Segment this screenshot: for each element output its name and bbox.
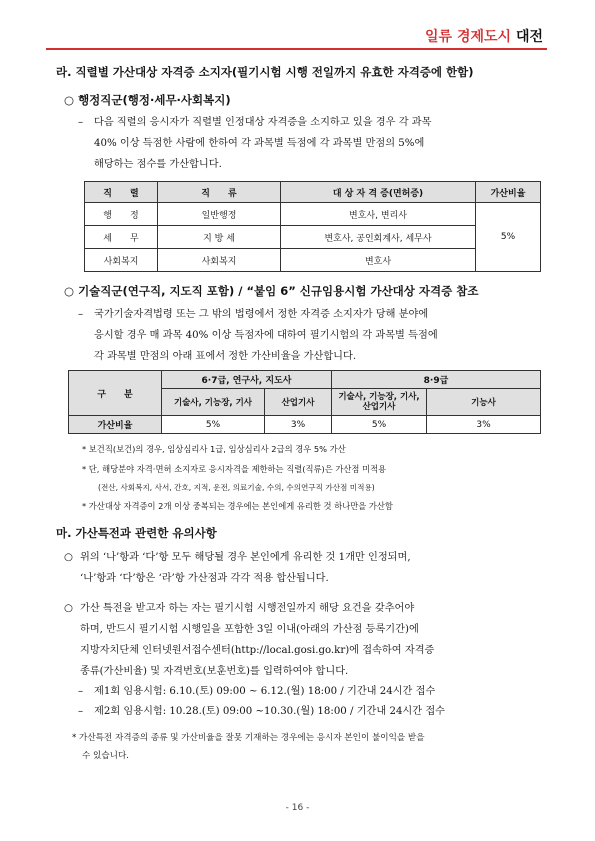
final-note [72,729,425,765]
tech-subheading [64,283,478,299]
ma-item-1-line-2: ‘나’항과 ‘다’항은 ‘라’항 가산점과 각각 적용 합산됩니다. [80,573,329,584]
table-header-cell: 기술사, 기능장, 기사 [162,389,265,416]
table-row [85,203,541,226]
table-header-cell: 구 분 [69,371,162,416]
table-cell: 행 정 [85,203,158,226]
table-cell: 변호사, 변리사 [281,203,476,226]
table-cell: 사회복지 [85,249,158,272]
table-header-cell: 직 렬 [85,182,158,203]
table-cell-rate: 5% [476,203,541,272]
tech-note-1: * 보건직(보건)의 경우, 임상심리사 1급, 임상심리사 2급의 경우 5% 가산 [82,444,346,454]
table-row [85,249,541,272]
page-number: - 16 - [285,803,310,813]
table-row [85,182,541,203]
admin-paragraph [78,112,431,175]
schedule-1-text: 제1회 임용시험: 6.10.(토) 09:00 ~ 6.12.(월) 18:00 / 기간내 24시간 접수 [94,686,436,697]
schedule-2-text: 제2회 임용시험: 10.28.(토) 09:00 ~10.30.(월) 18:00 / 기간내 24시간 접수 [94,706,446,717]
header-brand: 일류 경제도시 [425,29,512,45]
tech-dash: – [78,309,84,320]
admin-subheading [64,92,231,108]
header-city: 대전 [515,29,543,45]
table-cell: 일반행정 [158,203,281,226]
header-rule [46,48,547,50]
table-row [69,371,541,389]
table-cell: 3% [427,416,541,434]
schedule-1-dash: – [78,686,84,697]
table-header-cell: 직 류 [158,182,281,203]
ma-item-2 [64,598,434,682]
table-header-cell: 기능사 [427,389,541,416]
tech-line-2: 응시할 경우 매 과목 40% 이상 득점자에 대하여 필기시험의 각 과목별 득점에 [94,330,438,341]
admin-title: 행정직군(행정·세무·사회복지) [78,93,231,107]
table-cell: 5% [332,416,427,434]
table-cell: 지 방 세 [158,226,281,249]
table-header-cell: 6·7급, 연구사, 지도사 [162,371,332,389]
tech-rate-table [68,370,541,434]
admin-bullet: ○ [64,93,75,107]
tech-line-1: 국가기술자격법령 또는 그 밖의 법령에서 정한 자격증 소지자가 당해 분야에 [94,309,429,320]
section-ra-title: 라. 직렬별 가산대상 자격증 소지자(필기시험 시행 전일까지 유효한 자격증에 한함) [56,65,474,79]
header-title [425,26,543,46]
table-cell: 사회복지 [158,249,281,272]
table-row [69,416,541,434]
tech-note-4: * 가산대상 자격증이 2개 이상 중복되는 경우에는 본인에게 유리한 것 하나만을 가산함 [82,501,393,511]
ma-item-2-bullet: ○ [64,603,73,614]
table-cell: 변호사 [281,249,476,272]
ma-item-1-line-1: 위의 ‘나’항과 ‘다’항 모두 해당될 경우 본인에게 유리한 것 1개만 인정되며, [80,552,411,563]
section-ma-title: 마. 가산특전과 관련한 유의사항 [56,526,217,540]
final-note-line-1: * 가산특전 자격증의 종류 및 가산비율을 잘못 기재하는 경우에는 응시자 본인이 불이익을 받을 [72,733,425,743]
tech-bullet: ○ [64,284,75,298]
schedule-2-dash: – [78,706,84,717]
ma-item-2-line-4: 종류(가산비율) 및 자격번호(보훈번호)를 입력하여야 합니다. [80,666,349,677]
admin-line-2: 40% 이상 득점한 사람에 한하여 각 과목별 득점에 각 과목별 만점의 5%에 [94,138,425,149]
ma-item-2-line-1: 가산 특전을 받고자 하는 자는 필기시험 시행전일까지 해당 요건을 갖추어야 [80,603,415,614]
table-row-label: 가산비율 [69,416,162,434]
tech-note-2: * 단, 해당분야 자격·면허 소지자로 응시자격을 제한하는 직렬(직류)은 가산점 미적용 [82,464,387,474]
table-header-cell: 8·9급 [332,371,541,389]
table-header-cell: 대 상 자 격 증(면허증) [281,182,476,203]
ma-item-1-bullet: ○ [64,552,73,563]
ma-item-2-line-3: 지방자치단체 인터넷원서접수센터(http://local.gosi.go.kr)에 접속하여 자격증 [80,645,435,656]
ma-item-1 [64,547,411,589]
tech-line-3: 각 과목별 만점의 아래 표에서 정한 가산비율을 가산합니다. [94,351,357,362]
schedule-2 [78,701,445,722]
schedule-1 [78,681,435,702]
tech-paragraph [78,304,438,367]
admin-line-1: 다음 직렬의 응시자가 직렬별 인정대상 자격증을 소지하고 있을 경우 각 과목 [94,117,432,128]
admin-line-3: 해당하는 점수를 가산합니다. [94,159,222,170]
admin-rate-table [84,181,541,272]
table-cell: 세 무 [85,226,158,249]
table-cell: 5% [162,416,265,434]
admin-dash: – [78,117,84,128]
tech-title: 기술직군(연구직, 지도직 포함) / “붙임 6” 신규임용시험 가산대상 자격증 참조 [78,284,479,298]
table-header-cell: 기술사, 기능장, 기사, 산업기사 [332,389,427,416]
table-header-cell: 가산비율 [476,182,541,203]
final-note-line-2: 수 있습니다. [82,751,129,761]
table-header-cell: 산업기사 [265,389,332,416]
tech-note-3: (전산, 사회복지, 사서, 간호, 지적, 운전, 의료기술, 수의, 수의연구직 가산점 미적용) [98,483,375,492]
table-row [85,226,541,249]
table-cell: 3% [265,416,332,434]
table-cell: 변호사, 공인회계사, 세무사 [281,226,476,249]
ma-item-2-line-2: 하며, 반드시 필기시험 시행일을 포함한 3일 이내(아래의 가산점 등록기간)에 [80,624,419,635]
